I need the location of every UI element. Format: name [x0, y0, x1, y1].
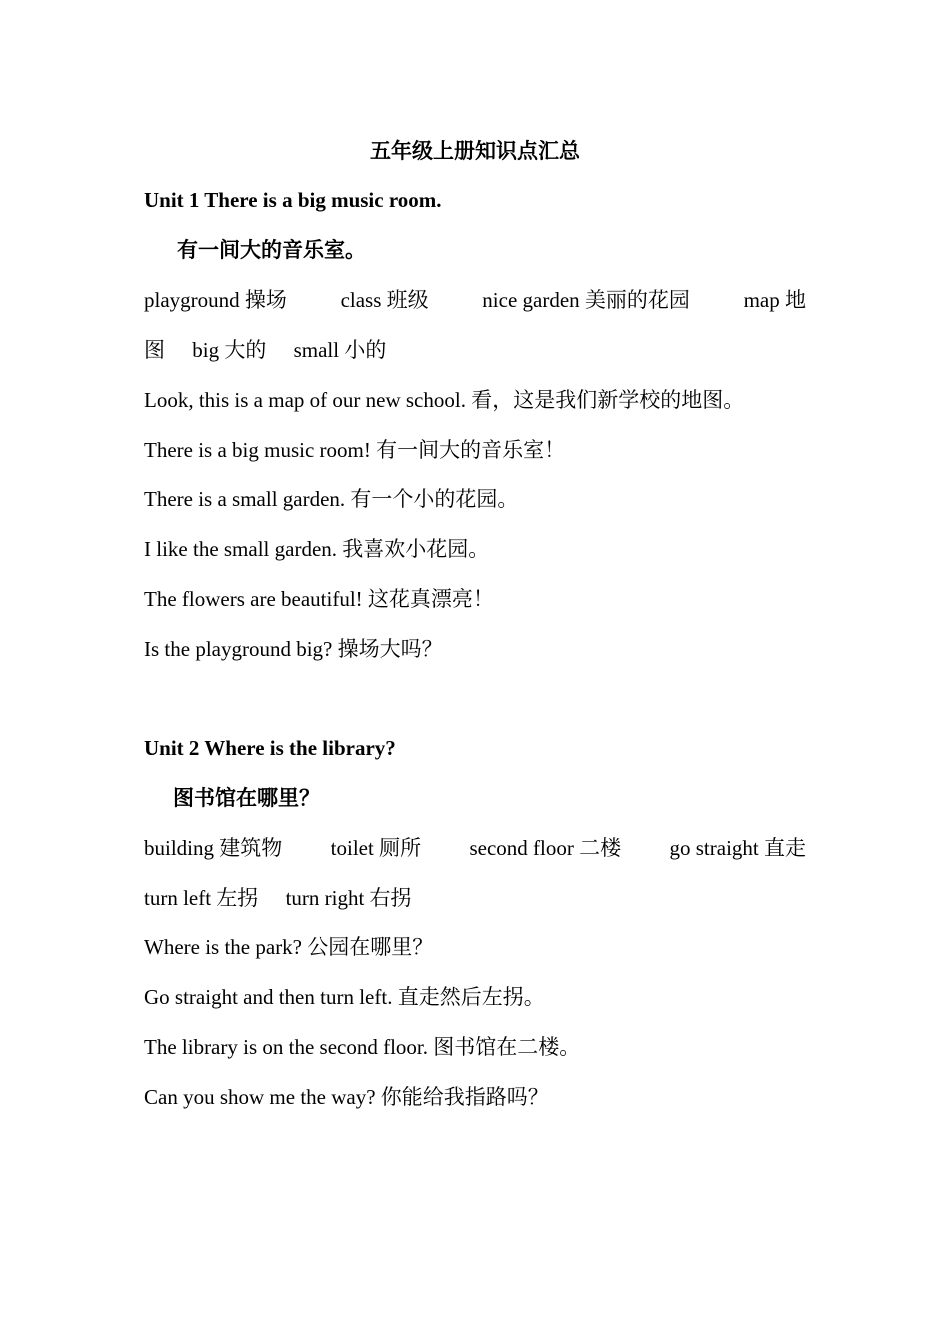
vocab-item: playground 操场	[144, 288, 287, 312]
vocab-item: turn right 右拐	[285, 886, 412, 910]
vocab-item: turn left 左拐	[144, 886, 259, 910]
vocab-item: 图	[144, 338, 165, 362]
vocab-item: toilet 厕所	[330, 836, 422, 860]
unit2-vocab-row-1	[144, 834, 806, 862]
unit1-sentence: Is the playground big? 操场大吗？	[144, 637, 443, 661]
unit1-sentence: The flowers are beautiful! 这花真漂亮！	[144, 587, 494, 611]
vocab-item: class 班级	[340, 288, 429, 312]
unit1-heading: Unit 1 There is a big music room.	[144, 188, 442, 212]
vocab-item: map 地	[743, 288, 806, 312]
unit1-subheading: 有一间大的音乐室。	[177, 238, 366, 262]
unit1-vocab-row-1	[144, 286, 806, 314]
unit1-sentence: There is a big music room! 有一间大的音乐室！	[144, 438, 566, 462]
unit2-sentence: Where is the park? 公园在哪里？	[144, 935, 434, 959]
page-title: 五年级上册知识点汇总	[370, 139, 580, 163]
vocab-item: building 建筑物	[144, 836, 283, 860]
vocab-item: second floor 二楼	[469, 836, 622, 860]
vocab-item: small 小的	[293, 338, 387, 362]
unit1-sentence: I like the small garden. 我喜欢小花园。	[144, 537, 490, 561]
unit2-sentence: The library is on the second floor. 图书馆在二楼。	[144, 1035, 581, 1059]
unit2-vocab-row-2	[144, 884, 412, 912]
unit2-sentence: Can you show me the way? 你能给我指路吗？	[144, 1085, 549, 1109]
unit1-sentence: Look, this is a map of our new school. 看，这是我们新学校的地图。	[144, 388, 745, 412]
unit1-vocab-row-2	[144, 336, 386, 364]
vocab-item: nice garden 美丽的花园	[482, 288, 690, 312]
unit2-sentence: Go straight and then turn left. 直走然后左拐。	[144, 985, 545, 1009]
unit2-subheading: 图书馆在哪里？	[173, 786, 320, 810]
unit1-sentence: There is a small garden. 有一个小的花园。	[144, 487, 519, 511]
vocab-item: big 大的	[192, 338, 267, 362]
unit2-heading: Unit 2 Where is the library?	[144, 736, 396, 760]
vocab-item: go straight 直走	[669, 836, 806, 860]
